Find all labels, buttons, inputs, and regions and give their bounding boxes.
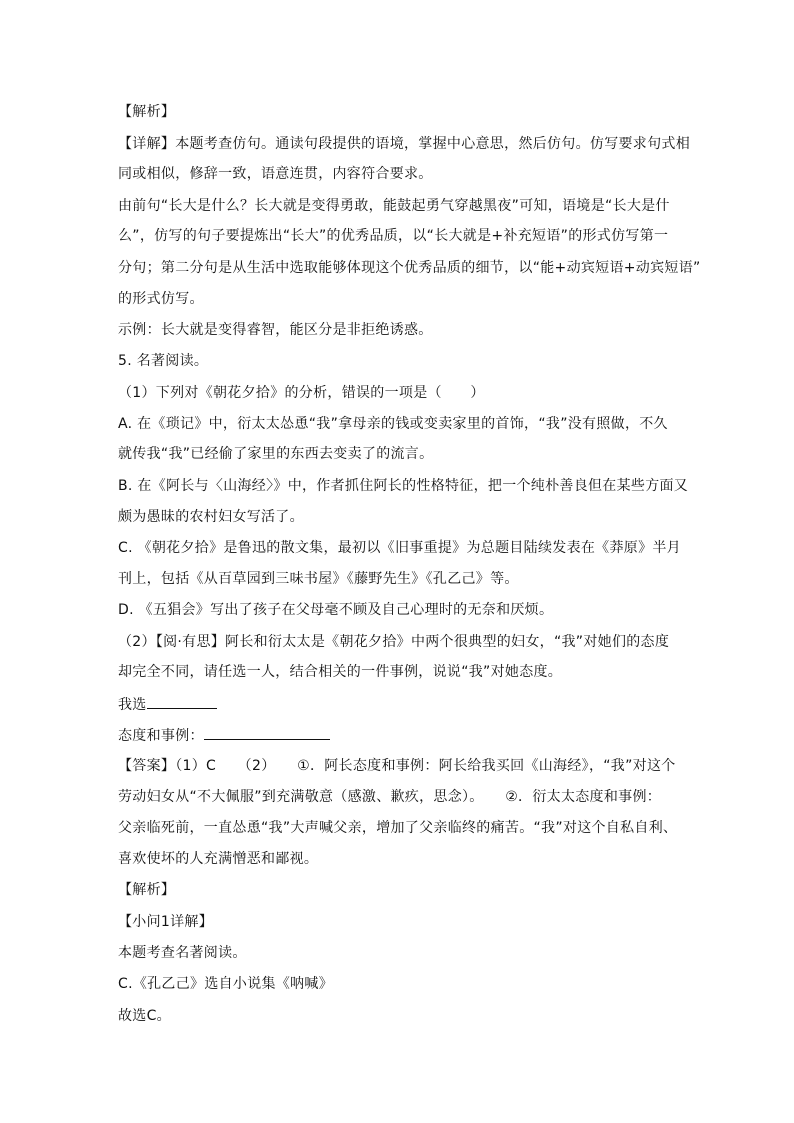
example-line: 示例：长大就是变得睿智，能区分是非拒绝诱惑。 xyxy=(118,322,433,338)
option-b-line: 颇为愚昧的农村妇女写活了。 xyxy=(118,509,304,525)
text-line: 【详解】本题考查仿句。通读句段提供的语境，掌握中心意思，然后仿句。仿写要求句式相 xyxy=(118,136,690,152)
attitude-prompt xyxy=(118,725,678,746)
section-heading-analysis: 【解析】 xyxy=(118,104,176,120)
text-line: 么”，仿写的句子要提炼出“长大”的优秀品质，以“长大就是+补充短语”的形式仿写第一 xyxy=(118,228,669,244)
text-line: 本题考查名著阅读。 xyxy=(118,945,247,961)
answer-line: 父亲临死前，一直怂恿“我”大声喊父亲，增加了父亲临终的痛苦。“我”对这个自私自利、 xyxy=(118,820,678,836)
subquestion-1: （1）下列对《朝花夕拾》的分析，错误的一项是（ ） xyxy=(118,385,485,401)
text-line: 同或相似，修辞一致，语意连贯，内容符合要求。 xyxy=(118,166,433,182)
text-line: 故选C。 xyxy=(118,1008,171,1024)
subquestion-heading: 【小问1详解】 xyxy=(118,914,214,930)
option-b-line: B. 在《阿长与〈山海经〉》中，作者抓住阿长的性格特征，把一个纯朴善良但在某些方面又 xyxy=(118,478,689,494)
answer-blank xyxy=(147,694,217,709)
choice-prompt xyxy=(118,694,678,715)
option-c-line: 刊上，包括《从百草园到三味书屋》《藤野先生》《孔乙己》等。 xyxy=(118,571,519,587)
subquestion-2: 却完全不同，请任选一人，结合相关的一件事例，说说“我”对她态度。 xyxy=(118,664,563,680)
option-a-line: 就传我“我”已经偷了家里的东西去变卖了的流言。 xyxy=(118,446,434,462)
section-heading-analysis: 【解析】 xyxy=(118,882,176,898)
answer-line: 【答案】（1）C （2） ①．阿长态度和事例：阿长给我买回《山海经》，“我”对这个 xyxy=(118,758,676,774)
subquestion-2: （2）【阅·有思】阿长和衍太太是《朝花夕拾》中两个很典型的妇女，“我”对她们的态度 xyxy=(118,634,670,650)
option-d-line: D. 《五猖会》写出了孩子在父母毫不顾及自己心理时的无奈和厌烦。 xyxy=(118,602,554,618)
answer-line: 喜欢使坏的人充满憎恶和鄙视。 xyxy=(118,851,319,867)
text-line: 的形式仿写。 xyxy=(118,291,204,307)
question-heading: 5. 名著阅读。 xyxy=(118,353,209,369)
text-line: C.《孔乙己》选自小说集《呐喊》 xyxy=(118,976,334,992)
text-line: 分句；第二分句是从生活中选取能够体现这个优秀品质的细节，以“能+动宾短语+动宾短语” xyxy=(118,260,701,276)
option-c-line: C. 《朝花夕拾》是鲁迅的散文集，最初以《旧事重提》为总题目陆续发表在《莽原》半月 xyxy=(118,540,681,556)
text-line: 由前句“长大是什么？长大就是变得勇敢，能鼓起勇气穿越黑夜”可知，语境是“长大是什 xyxy=(118,198,670,214)
attitude-label: 态度和事例： xyxy=(118,728,204,744)
choice-label: 我选 xyxy=(118,697,147,713)
answer-line: 劳动妇女从“不大佩服”到充满敬意（感激、歉疚，思念）。 ②．衍太太态度和事例： xyxy=(118,789,662,805)
answer-blank xyxy=(204,725,330,740)
option-a-line: A. 在《琐记》中，衍太太怂恿“我”拿母亲的钱或变卖家里的首饰，“我”没有照做，不久 xyxy=(118,416,668,432)
